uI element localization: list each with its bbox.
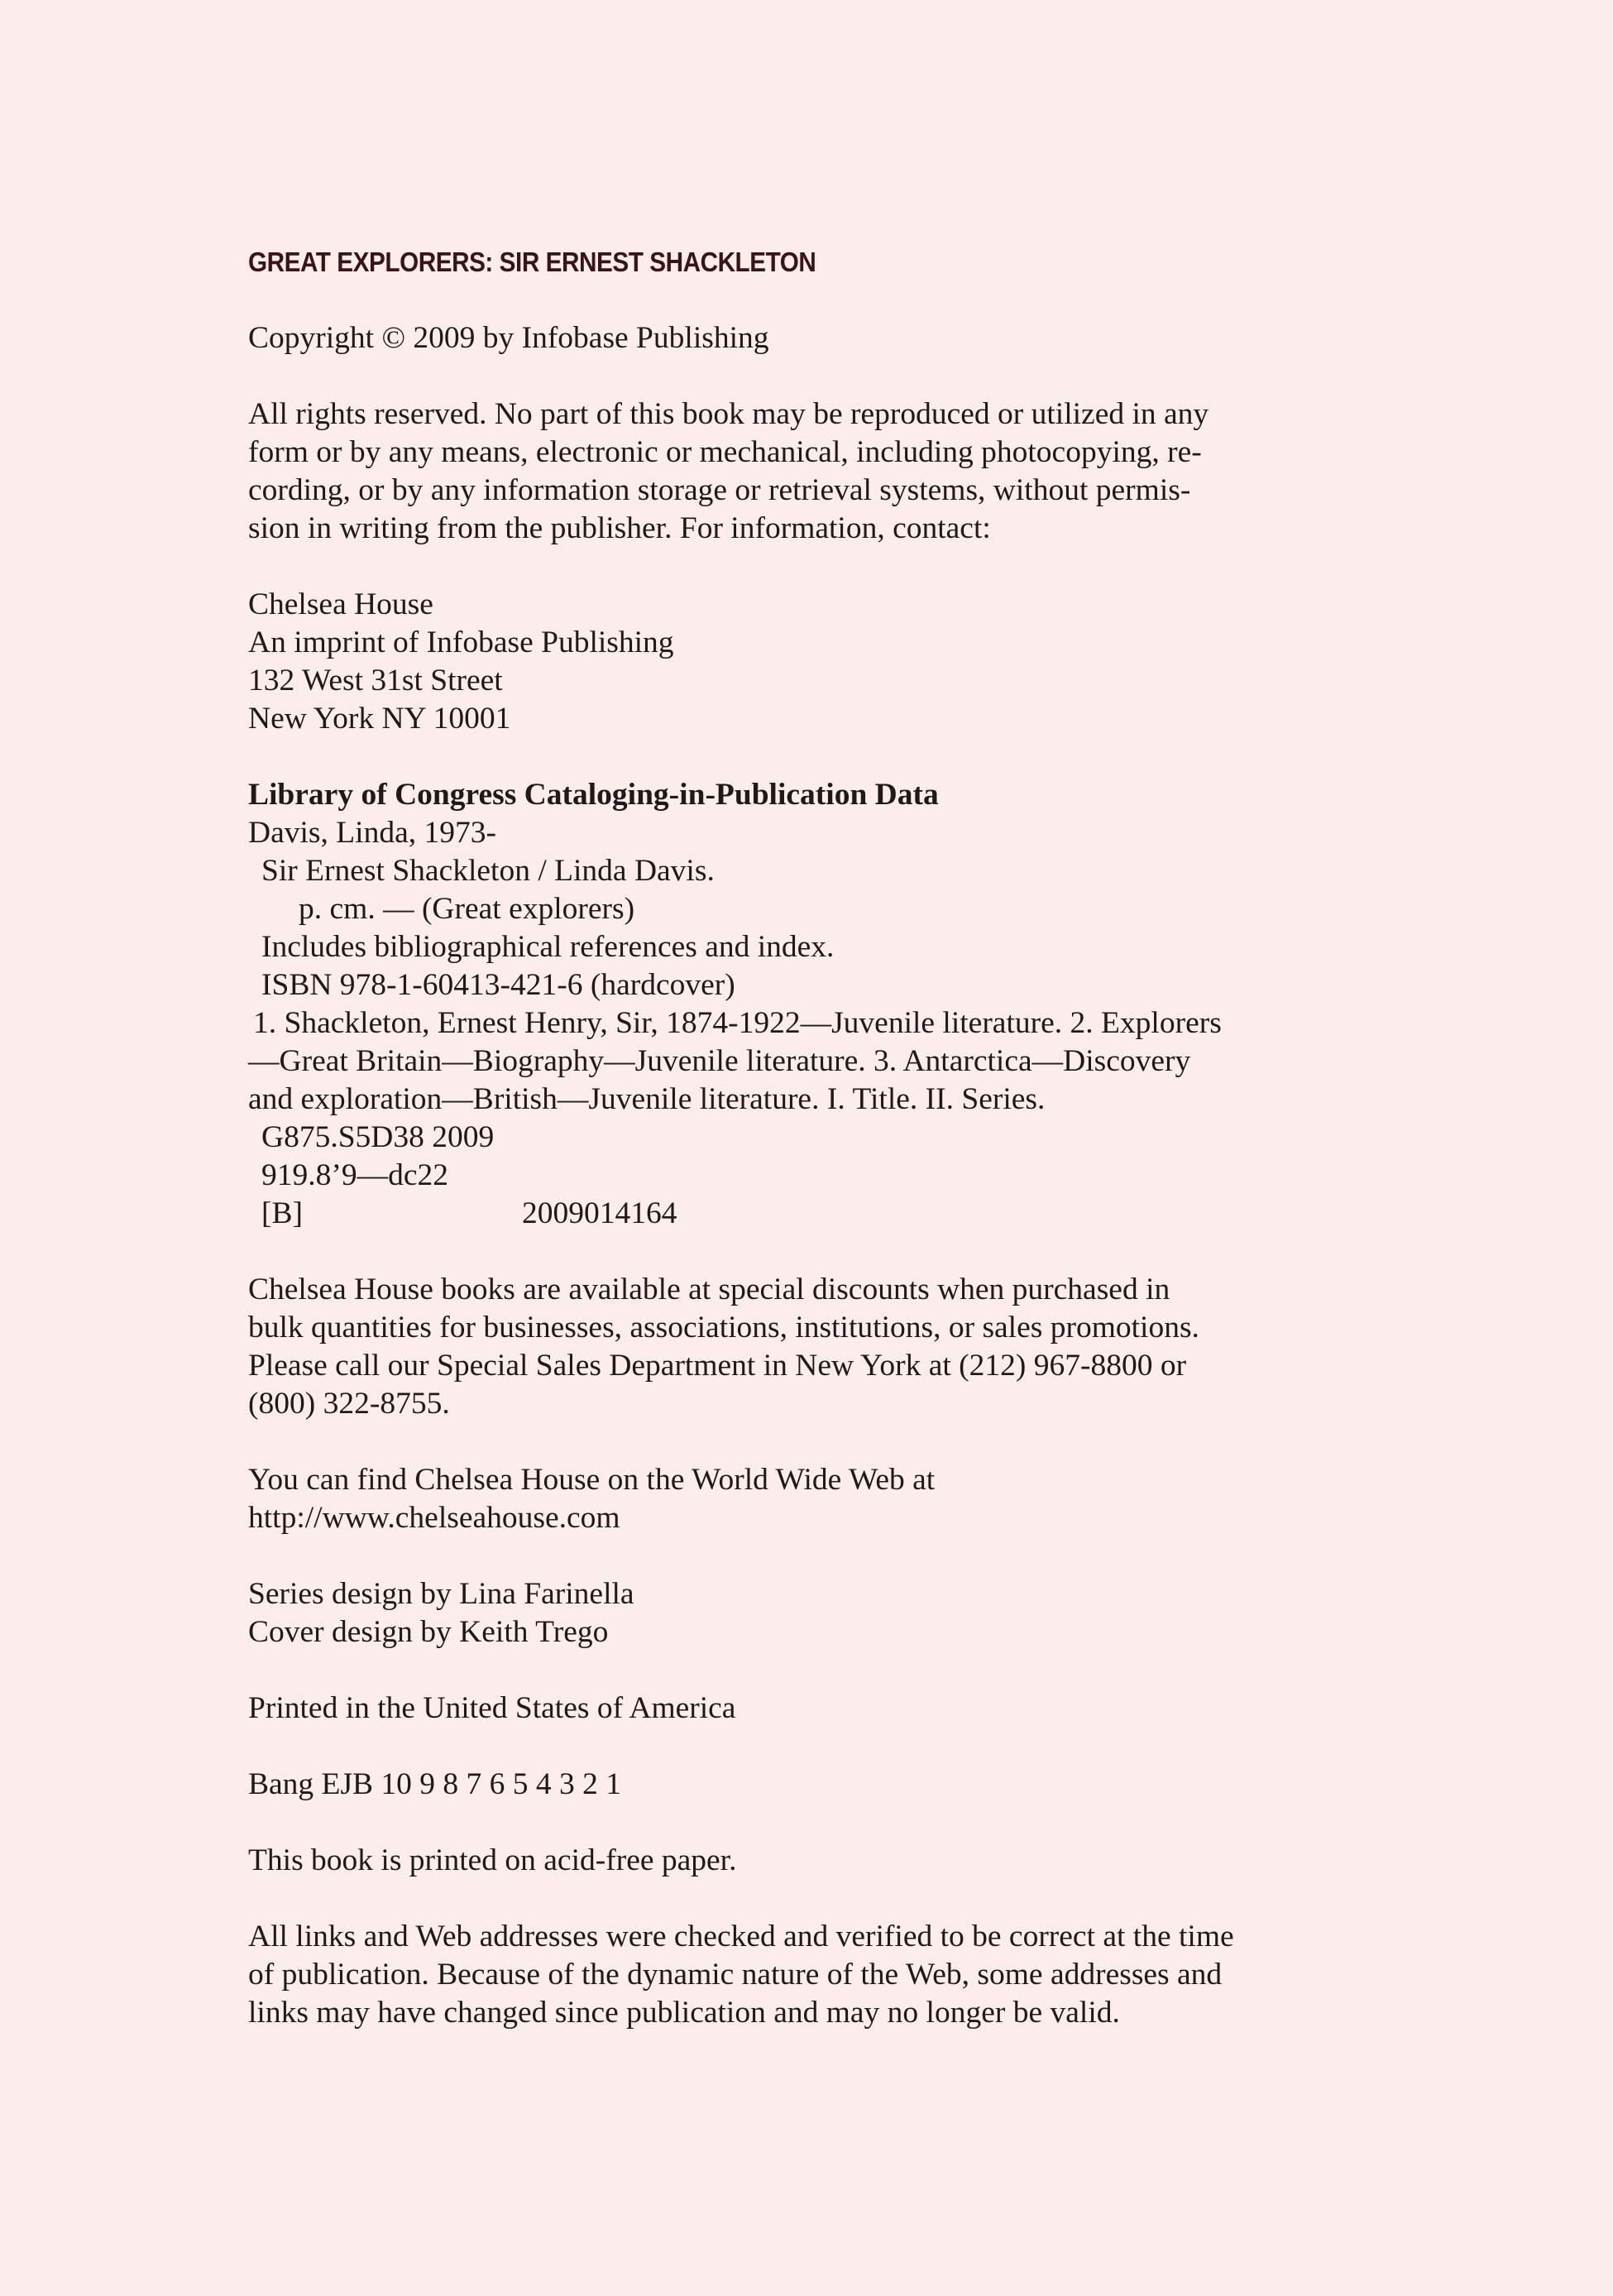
web-info [248,1461,1245,1537]
publisher-imprint: An imprint of Infobase Publishing [248,626,674,659]
cip-code: [B] [261,1196,303,1230]
publisher-name: Chelsea House [248,587,433,621]
cip-isbn: ISBN 978-1-60413-421-6 (hardcover) [261,968,735,1002]
paper-note [248,1842,1245,1880]
cataloging-data [248,776,1245,1233]
web-intro: You can find Chelsea House on the World Wide Web at [248,1463,936,1497]
book-title-heading: GREAT EXPLORERS: SIR ERNEST SHACKLETON [248,247,816,277]
links-notice-line: links may have changed since publication and may no longer be valid. [248,1996,1120,2030]
sales-line: Chelsea House books are available at special discounts when purchased in [248,1273,1170,1306]
cip-physical: p. cm. — (Great explorers) [299,892,635,926]
sales-line: bulk quantities for businesses, associations, institutions, or sales promotions. [248,1311,1199,1345]
cip-lc-class: G875.S5D38 2009 [261,1120,495,1154]
rights-line: All rights reserved. No part of this book may be reproduced or utilized in any [248,397,1209,431]
rights-line: form or by any means, electronic or mechanical, including photocopying, re- [248,435,1202,469]
cip-dewey: 919.8’9—dc22 [261,1158,449,1192]
rights-line: sion in writing from the publisher. For information, contact: [248,511,991,545]
series-design-credit: Series design by Lina Farinella [248,1577,634,1611]
cip-subject-line: and exploration—British—Juvenile literature. I. Title. II. Series. [248,1082,1046,1116]
links-notice-line: of publication. Because of the dynamic nature of the Web, some addresses and [248,1958,1223,1992]
printed-in-line: Printed in the United States of America [248,1691,736,1725]
sales-line: Please call our Special Sales Department in New York at (212) 967-8800 or [248,1349,1187,1383]
copyright-page [248,243,1245,2032]
cip-notes: Includes bibliographical references and index. [261,930,835,964]
cip-heading: Library of Congress Cataloging-in-Publication Data [248,778,939,812]
sales-paragraph [248,1271,1245,1423]
rights-paragraph [248,395,1245,548]
print-line: Bang EJB 10 9 8 7 6 5 4 3 2 1 [248,1767,622,1801]
cip-title: Sir Ernest Shackleton / Linda Davis. [261,854,715,888]
print-line-block [248,1766,1245,1804]
links-notice [248,1918,1245,2032]
cip-author: Davis, Linda, 1973- [248,816,496,850]
copyright-block [248,319,1245,357]
publisher-city: New York NY 10001 [248,702,511,736]
design-credits [248,1575,1245,1651]
cip-subject-line: —Great Britain—Biography—Juvenile literature. 3. Antarctica—Discovery [248,1044,1191,1078]
web-url: http://www.chelseahouse.com [248,1501,620,1535]
links-notice-line: All links and Web addresses were checked and verified to be correct at the time [248,1920,1234,1953]
copyright-line: Copyright © 2009 by Infobase Publishing [248,321,769,355]
rights-line: cording, or by any information storage or retrieval systems, without permis- [248,473,1191,507]
publisher-street: 132 West 31st Street [248,664,503,697]
paper-line: This book is printed on acid-free paper. [248,1843,737,1877]
printed-in [248,1690,1245,1728]
publisher-address [248,586,1245,738]
cover-design-credit: Cover design by Keith Trego [248,1615,609,1649]
cip-subject-line: 1. Shackleton, Ernest Henry, Sir, 1874-1922—Juvenile literature. 2. Explorers [253,1006,1222,1040]
cip-lccn: 2009014164 [522,1196,677,1230]
cip-code-row [248,1195,1245,1233]
sales-line: (800) 322-8755. [248,1387,450,1421]
